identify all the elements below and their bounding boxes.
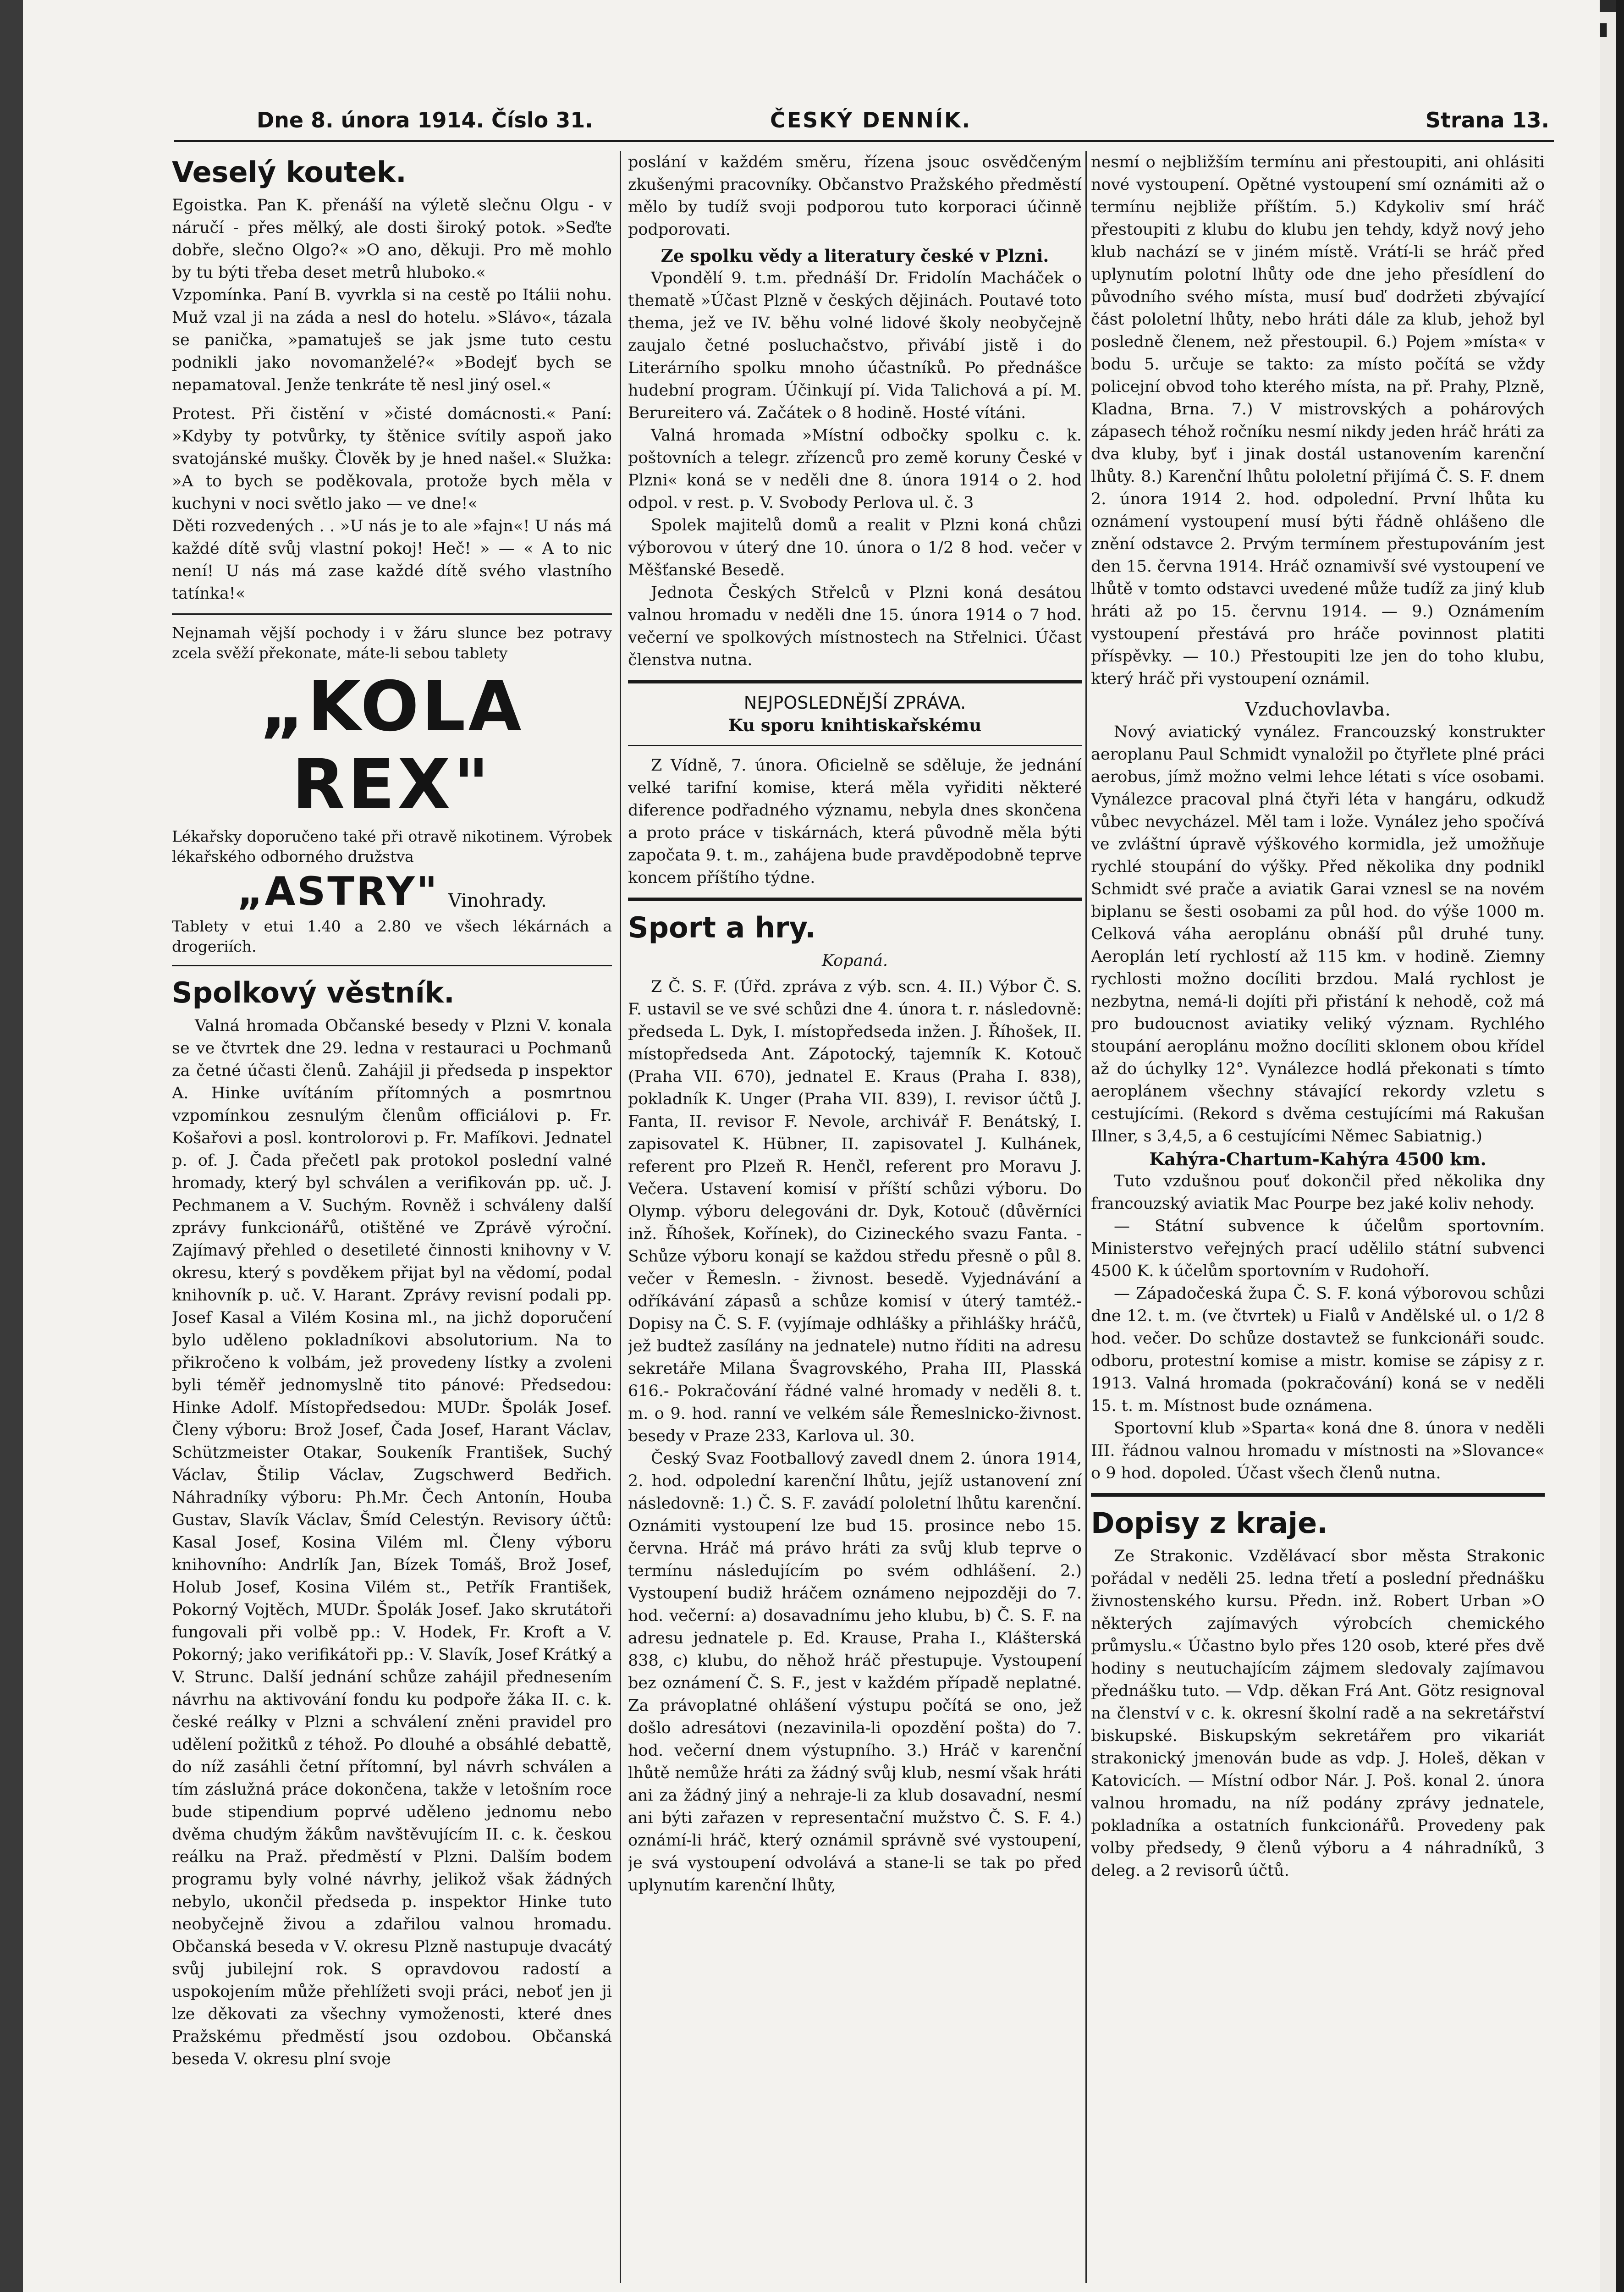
header-page-label: Strana 13. [1425, 108, 1549, 132]
article-kahyra-chartum: Tuto vzdušnou pouť dokončil před několika dny francouzský aviatik Mac Pourpe bez jaké koliv nehody. [1091, 1172, 1545, 1213]
subheading-knihtiskarsky-spor: Ku sporu knihtiskařskému [728, 715, 982, 735]
article-aviaticky-vynalez: Nový aviatický vynález. Francouzský konstrukter aeroplanu Paul Schmidt vynaložil po čtyřlete plné práci aerobus, jímž možno velmi lehce létati s více osobami. Vynálezce pracoval plná čtyři léta v hangáru, odkudž vůbec nevycházel. Měl tam i lože. Vynález jeho spočívá ve zvláštní úpravě výškového kormidla, jež umožňuje rychlé stoupání do výšky. Před několika dny podnikl Schmidt své prače a aviatik Garai vznesl se na novém biplanu se šesti osobami za půl hod. do výše 1000 m. Celková váha aeroplánu obnáší půl druhé tuny. Aeroplán letí rychlostí až 115 km. v hodině. Ziemny rychlosti možno docíliti brzdou. Malá rychlost je nezbytna, nemá-li dojíti při přistání k nehodě, což má pro budoucnost aviatiky veliký význam. Rychlého stoupání aeroplánu možno docíliti sklonem obou křídel až do úchylky 12°. Vynálezce hodlá překonati s tímto aeroplánem všechny stávající rekordy vzletu s cestujícími. (Rekord s dvěma cestujícími má Rakušan Illner, s 3,4,5, a 6 cestujícími Němec Sabiatnig.) [1091, 723, 1545, 1146]
article-karencni-lhuta: Český Svaz Footballový zavedl dnem 2. února 1914, 2. hod. odpolední karenční lhůtu, jejíž ustanovení zní následovně: 1.) Č. S. F. zavádí pololetní lhůtu karenční. Oznámiti vystoupení lze bud 15. prosince nebo 15. června. Hráč má právo hráti za svůj klub teprve o termínu následujícím po svém odhlášení. 2.) Vystoupení budiž hráčem oznámeno nejpozději do 7. hod. večerní: a) dosavadnímu jeho klubu, b) Č. S. F. na adresu jednatele p. Ed. Krause, Praha I., Klášterská 838, c) klubu, do něhož hráč přestupuje. Vystoupení bez oznámení Č. S. F., jest v každém případě neplatné. Za právoplatné ohlášení výstupu počítá se ono, jež došlo adresátovi (nezavinila-li opozdění pošta) do 7. hod. večerní dnem výstupního. 3.) Hráč v karenční lhůtě nemůže hráti za žádný svůj klub, nesmí však hráti ani za žádný jiný a nehraje-li za klub dosavadní, nesmí ani býti zařazen v representační mužstvo Č. S. F. 4.) oznámí-li hráč, který oznámil správně své vystoupení, je svá vystoupení odvolává a stane-li se tak po před uplynutím karenční lhůty, [628, 1449, 1082, 1895]
column-divider-2 [1085, 151, 1087, 2283]
article-valna-hromada-beseda: Valná hromada Občanské besedy v Plzni V. konala se ve čtvrtek dne 29. ledna v restauraci u Pochmanů za četné účasti členů. Zahájil ji předseda p inspektor A. Hinke uvítáním přítomných a posmrtnou vzpomínkou zesnulým členům officiálovi p. Fr. Košařovi a posl. kontrolorovi p. Fr. Mafíkovi. Jednatel p. of. J. Čada přečetl pak protokol poslední valné hromady, který byl schválen a verifikován pp. uč. J. Pechmanem a V. Suchým. Rovněž i schváleny další zprávy funkcionářů, otištěné ve Zprávě výroční. Zajímavý přehled o desetileté činnosti knihovny v V. okresu, který s povděkem přijat byl na vědomí, podal knihovník p. uč. V. Harant. Zprávy revisní podali pp. Josef Kasal a Vilém Kosina ml., na jichž doporučení bylo uděleno pokladníkovi absolutorium. Na to přikročeno k volbám, jež provedeny lístky a zvoleni byli téměř jednomyslně tito pánové: Předsedou: Hinke Adolf. Místopředsedou: MUDr. Špolák Josef. Členy výboru: Brož Josef, Čada Josef, Harant Václav, Schützmeister Otakar, Soukeník František, Suchý Václav, Štilip Václav, Zugschwerd Bedřich. Náhradníky výboru: Ph.Mr. Čech Antonín, Houba Gustav, Slavík Václav, Šmíd Celestýn. Revisory účtů: Kasal Josef, Kosina Vilém ml. Členy výboru knihovního: Andrlík Jan, Bízek Tomáš, Brož Josef, Holub Josef, Kosina Vilém st., Petřík František, Pokorný Vojtěch, MUDr. Špolák Josef. Jako skrutátoři fungovali při volbě pp.: V. Hodek, Fr. Kroft a V. Pokorný; jako verifikátoři pp.: V. Slavík, Josef Krátký a V. Strunc. Další jednání schůze zahájil přednesením návrhu na aktivování fondu ku podpoře žáka II. c. k. české reálky v Plzni a schválení zněni pravidel pro udělení požitků z téhož. Po dlouhé a obsáhlé debattě, do níž zasáhli četní přítomní, byl návrh schválen a tím záslužná práce dokončena, takže v letošním roce bude stipendium poprvé uděleno jednomu nebo dvěma chudým žákům navštěvujícím II. c. k. českou reálku na Praž. předměstí v Plzni. Dalším bodem programu byly volné návrhy, jelikož však žádných nebylo, ukončil předseda p. inspektor Hinke tuto neobyčejně živou a zdařilou valnou hromadu. Občanská beseda v V. okresu Plzně nastupuje dvacátý svůj jubilejní rok. S opravdovou radostí a uspokojením může přehlížeti svoji práci, neboť jen ji lze děkovati za všechny vymoženosti, které dnes Pražskému předměstí jsou ozdobou. Občanská beseda V. okresu plní svoje [172, 1017, 612, 2068]
ad-coop-row [172, 870, 612, 914]
header-paper-name: ČESKÝ DENNÍK. [770, 108, 972, 132]
divider-before-dopisy [1091, 1493, 1545, 1497]
article-csf-vybor: Z Č. S. F. (Úřd. zpráva z výb. scn. 4. II.) Výbor Č. S. F. ustavil se ve své schůzi dne 4. února t. r. následovně: předseda L. Dyk, I. místopředseda inžen. J. Říhošek, II. místopředseda Ant. Zápotocký, tajemník K. Kotouč (Praha VII. 670), jednatel E. Kraus (Praha I. 838), pokladník K. Unger (Praha VII. 839), I. revisor účtů J. Fanta, II. revisor F. Nevole, archivář F. Benátský, I. zapisovatel K. Hübner, II. zapisovatel J. Kulhánek, referent pro Plzeň R. Henčl, referent pro Moravu J. Večera. Ustavení komisí v příští schůzi výboru. Do Olymp. výboru delegováni dr. Dyk, Kotouč (důvěrníci inž. Říhošek, Kořínek), do Cizineckého svazu Fanta. - Schůze výboru konají se každou středu přesně o půl 8. večer v Řemesln. - živnost. besedě. Vyjednávání a odříkávání zápasů a schůze komisí v úterý tamtéž.- Dopisy na Č. S. F. (vyjímaje odhlášky a přihlášky hráčů, jež budtež zasílány na jednatele) nutno říditi na adresu sekretáře Milana Švagrovského, Praha III, Plasská 616.- Pokračování řádné valné hromady v neděli 8. t. m. o 9. hod. ranní ve velkém sále Řemeslnicko-živnost. besedy v Praze 233, Karlova ul. 30. [628, 978, 1082, 1445]
subheading-kopana: Kopaná. [821, 952, 888, 970]
column-divider-1 [620, 151, 621, 2283]
divider-before-ad [172, 613, 612, 615]
section-title-spolkovy-vestnik: Spolkový věstník. [172, 976, 455, 1009]
section-title-dopisy-z-kraje: Dopisy z kraje. [1091, 1506, 1328, 1540]
heading-veda-literatura: Ze spolku vědy a literatury české v Plzni. [661, 246, 1049, 266]
divider-under-news-heading [628, 745, 1082, 746]
joke-deti-rozvedenych: Děti rozvedených . . »U nás je to ale »fajn«! U nás má každé dítě svůj vlastní pokoj! Heč! » — « A to nic není! U nás má zase každé dítě svého vlastního tatínka!« [172, 517, 612, 603]
joke-vzpominka: Vzpomínka. Paní B. vyvrkla si na cestě po Itálii nohu. Muž vzal ji na záda a nesl do hotelu. »Slávo«, tázala se panička, »pamatuješ se jak jsme tuto cestu podnikli jako novomanželé?« »Bodejť bych se nepamatoval. Jenže tenkráte tě nesl jiný osel.« [172, 286, 612, 394]
ad-coop-place: Vinohrady. [448, 890, 547, 911]
advertisement-kola-rex [172, 623, 612, 957]
column-3 [1091, 151, 1545, 2287]
article-karencni-lhuta-continuation: nesmí o nejbližším termínu ani přestoupiti, ani ohlásiti nové vystoupení. Opětné vystoupení smí oznámiti až o termínu nejbliže příštím. 5.) Kdykoliv smí hráč přestoupiti z klubu do klubu jen tehdy, když nový jeho klub nachází se v jiném místě. Vrátí-li se hráč před uplynutím polotní lhůty ode dne jeho přesídlení do původního svého místa, musí buď dodržeti zbývající část pololetní lhůty, nebo hráti dále za klub, jehož byl posledně členem, než přestoupil. 6.) Pojem »místa« v bodu 5. určuje se takto: za místo počítá se vždy policejní obvod toho kterého místa, na př. Prahy, Plzně, Kladna, Brna. 7.) V mistrovských a pohárových zápasech téhož ročníku nesmí nikdy jeden hráč hráti za dva kluby, byť i jinak dostál ustanovením karenční lhůty. 8.) Karenční lhůtu pololetní přijímá Č. S. F. dnem 2. února 1914 2. hod. odpolední. První lhůta ku oznámení vystoupení musí býti řádně ohlášeno dle znění odstavce 2. Prvým termínem přestupováním jest den 15. června 1914. Hráč oznamivší své vystoupení ve lhůtě v tomto odstavci uvedené může tudíž za jiný klub hráti až po 15. červnu 1914. — 9.) Oznámením vystoupení přestává pro hráče povinnost platiti příspěvky. — 10.) Přestoupiti lze jen do toho klubu, který hráč při vystoupení oznámil. [1091, 153, 1545, 688]
divider-before-news [628, 680, 1082, 683]
section-title-sport: Sport a hry. [628, 911, 816, 944]
header-date-issue: Dne 8. února 1914. Číslo 31. [257, 108, 593, 132]
header-rule [174, 140, 1554, 142]
heading-vzduchoplavba: Vzduchovlavba. [1245, 699, 1391, 720]
heading-nejposlednejsi-zprava: NEJPOSLEDNĚJŠÍ ZPRÁVA. [743, 693, 966, 713]
article-jednota-strelcu: Jednota Českých Střelců v Plzni koná desátou valnou hromadu v neděli dne 15. února 1914 o 7 hod. večerní ve spolkových místnostech na Střelnici. Účast členstva nutna. [628, 584, 1082, 669]
article-statni-subvence: — Státní subvence k účelům sportovním. Ministerstvo veřejných prací udělilo státní subvenci 4500 K. k účelům sportovním v Rudohoří. [1091, 1217, 1545, 1280]
corner-mark: ▮ [1598, 18, 1608, 39]
column-1 [172, 151, 612, 2287]
divider-before-sport [628, 898, 1082, 901]
article-majitelu-domu: Spolek majitelů domů a realit v Plzni koná chůzi výborovou v úterý dne 10. února o 1/2 8 hod. večer v Měšťanské Besedě. [628, 516, 1082, 579]
ad-intro: Nejnamah vější pochody i v žáru slunce bez potravy zcela svěží překonate, máte-li sebou tablety [172, 624, 612, 662]
article-ze-strakonic: Ze Strakonic. Vzdělávací sbor města Strakonic pořádal v neděli 25. ledna třetí a poslední přednášku živnostenského kursu. Předn. inž. Robert Urban »O některých zajímavých výrobcích chemického průmyslu.« Účastno bylo přes 120 osob, které přes dvě hodiny s neutuchajícím zájmem sledovaly zajímavou přednášku tuto. — Vdp. děkan Frá Ant. Götz resignoval na členství v c. k. okresní školní radě a na sekretářství biskupské. Biskupským sekretářem pro vikariát strakonický jmenován bude as vdp. J. Holeš, děkan v Katovicích. — Místní odbor Nár. J. Poš. konal 2. února valnou hromadu, na níž podány zprávy jednatele, pokladníka a ostatních funkcionářů. Provedeny pak volby předsedy, 9 členů výboru a 4 náhradníků, 3 deleg. a 2 revisorů účtů. [1091, 1547, 1545, 1880]
scan-edge-right [1616, 0, 1624, 2292]
article-valna-hromada-postovni: Valná hromada »Místní odbočky spolku c. k. poštovních a telegr. zřízenců pro země koruny České v Plzni« koná se v neděli dne 8. února 1914 o 2. hod odpol. v rest. p. V. Svobody Perlova ul. č. 3 [628, 426, 1082, 512]
joke-protest: Protest. Při čistění v »čisté domácnosti.« Paní: »Kdyby ty potvůrky, ty štěnice svítily aspoň jako svatojánské mušky. Člověk by je hned našel.« Služka: »A to bych se poděkovala, protože bych měla v kuchyni v noci světlo jako — ve dne!« [172, 405, 612, 513]
article-sparta: Sportovní klub »Sparta« koná dne 8. února v neděli III. řádnou valnou hromadu v místnosti na »Slovance« o 9 hod. dopoled. Účast všech členů nutna. [1091, 1419, 1545, 1482]
article-continuation: poslání v každém směru, řízena jsouc osvědčeným zkušenými pracovníky. Občanstvo Pražského předměstí mělo by tudíž svoji podporou tuto korporaci účinně podporovati. [628, 153, 1082, 239]
heading-kahyra-chartum: Kahýra-Chartum-Kahýra 4500 km. [1149, 1149, 1486, 1169]
page-header [257, 108, 1549, 140]
ad-product-name: „KOLA REX" [259, 667, 524, 825]
section-title-vesely-koutek: Veselý koutek. [172, 155, 407, 189]
ad-recommendation: Lékařsky doporučeno také při otravě nikotinem. Výrobek lékařského odborného družstva [172, 827, 612, 865]
ad-coop-name: „ASTRY" [237, 869, 439, 915]
ad-price: Tablety v etui 1.40 a 2.80 ve všech lékárnách a drogeriích. [172, 917, 612, 955]
divider-after-ad [172, 965, 612, 966]
article-knihtiskarsky-spor: Z Vídně, 7. února. Oficielně se sděluje, že jednání velké tarifní komise, která měla vyřiditi některé diference podřadného významu, nebyla dnes skončena a proto práce v tiskárnách, která původně měla býti započata 9. t. m., zahájena bude pravděpodobně teprve koncem příštího týdne. [628, 756, 1082, 887]
article-veda-literatura: Vpondělí 9. t.m. přednáší Dr. Fridolín Macháček o thematě »Účast Plzně v českých dějinách. Poutavé toto thema, jež ve IV. běhu volné lidové školy neobyčejně zaujalo četné posluchačstvo, přivábí jistě i do Literárního spolku mnoho účastníků. Po přednášce hudební program. Účinkují pí. Vida Talichová a pí. M. Berureitero vá. Začátek o 8 hodině. Hosté vítáni. [628, 269, 1082, 422]
column-2 [628, 151, 1082, 2287]
article-zapadoceska-zupa: — Západočeská župa Č. S. F. koná výborovou schůzi dne 12. t. m. (ve čtvrtek) u Fialů v Andělské ul. o 1/2 8 hod. večer. Do schůze dostavtež se funkcionáři soudc. odboru, protestní komise a mistr. komise se zápisy z r. 1913. Valná hromada (pokračování) koná se v neděli 15. t. m. Místnost bude oznámena. [1091, 1284, 1545, 1415]
joke-egoistka: Egoistka. Pan K. přenáší na výletě slečnu Olgu - v náručí - přes mělký, ale dosti široký potok. »Seďte dobře, slečno Olgo?« »O ano, děkuji. Pro mě mohlo by tu býti třeba deset metrů hluboko.« [172, 196, 612, 282]
